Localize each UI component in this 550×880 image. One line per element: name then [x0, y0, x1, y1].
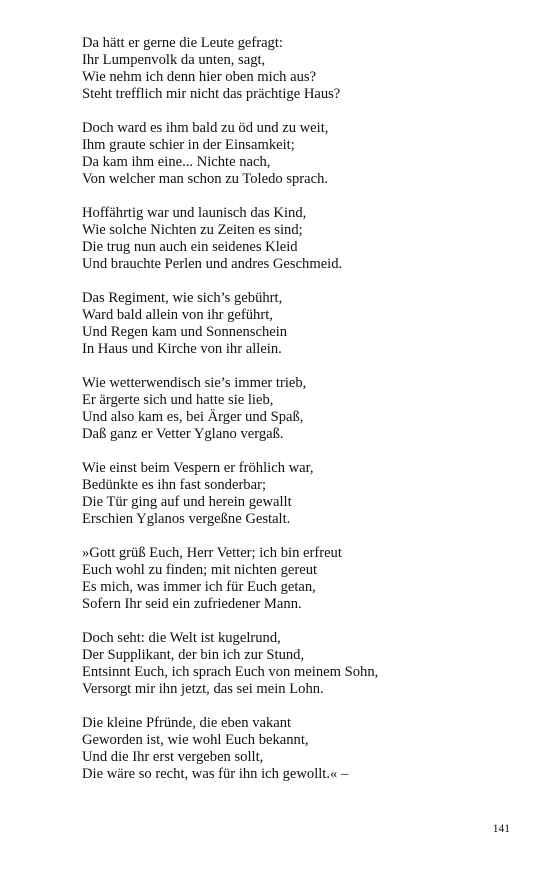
- verse-line: Entsinnt Euch, ich sprach Euch von meinem Sohn,: [82, 664, 379, 680]
- verse-line: Ward bald allein von ihr geführt,: [82, 307, 273, 323]
- verse-line: Es mich, was immer ich für Euch getan,: [82, 579, 316, 595]
- verse-line: Geworden ist, wie wohl Euch bekannt,: [82, 732, 309, 748]
- stanza: [82, 35, 522, 103]
- verse-line: Und Regen kam und Sonnenschein: [82, 324, 288, 340]
- verse-line: Das Regiment, wie sich’s gebührt,: [82, 290, 283, 306]
- verse-line: Ihm graute schier in der Einsamkeit;: [82, 137, 295, 153]
- verse-line: Hoffährtig war und launisch das Kind,: [82, 205, 307, 221]
- verse-line: Und die Ihr erst vergeben sollt,: [82, 749, 264, 765]
- verse-line: Bedünkte es ihn fast sonderbar;: [82, 477, 266, 493]
- verse-line: Da hätt er gerne die Leute gefragt:: [82, 35, 283, 51]
- stanza: [82, 460, 522, 528]
- verse-line: Da kam ihm eine... Nichte nach,: [82, 154, 271, 170]
- stanza: [82, 545, 522, 613]
- verse-line: Die kleine Pfründe, die eben vakant: [82, 715, 292, 731]
- stanza: [82, 375, 522, 443]
- verse-line: Versorgt mir ihn jetzt, das sei mein Lohn.: [82, 681, 324, 697]
- verse-line: Daß ganz er Vetter Yglano vergaß.: [82, 426, 284, 442]
- verse-line: Euch wohl zu finden; mit nichten gereut: [82, 562, 318, 578]
- verse-line: Doch seht: die Welt ist kugelrund,: [82, 630, 281, 646]
- verse-line: Und also kam es, bei Ärger und Spaß,: [82, 409, 304, 425]
- verse-line: Die Tür ging auf und herein gewallt: [82, 494, 292, 510]
- verse-line: Ihr Lumpenvolk da unten, sagt,: [82, 52, 266, 68]
- verse-line: Steht trefflich mir nicht das prächtige Haus?: [82, 86, 341, 102]
- verse-line: In Haus und Kirche von ihr allein.: [82, 341, 282, 357]
- verse-line: Die trug nun auch ein seidenes Kleid: [82, 239, 298, 255]
- verse-line: Doch ward es ihm bald zu öd und zu weit,: [82, 120, 329, 136]
- verse-line: »Gott grüß Euch, Herr Vetter; ich bin erfreut: [82, 545, 342, 561]
- verse-line: Sofern Ihr seid ein zufriedener Mann.: [82, 596, 302, 612]
- stanza: [82, 120, 522, 188]
- verse-line: Und brauchte Perlen und andres Geschmeid.: [82, 256, 343, 272]
- verse-line: Erschien Yglanos vergeßne Gestalt.: [82, 511, 291, 527]
- page-number: 141: [492, 823, 510, 835]
- verse-line: Von welcher man schon zu Toledo sprach.: [82, 171, 329, 187]
- verse-line: Die wäre so recht, was für ihn ich gewollt.« –: [82, 766, 349, 782]
- verse-line: Wie solche Nichten zu Zeiten es sind;: [82, 222, 303, 238]
- verse-line: Wie nehm ich denn hier oben mich aus?: [82, 69, 317, 85]
- stanza: [82, 205, 522, 273]
- poem-text: [82, 35, 522, 800]
- verse-line: Wie wetterwendisch sie’s immer trieb,: [82, 375, 307, 391]
- stanza: [82, 715, 522, 783]
- stanza: [82, 290, 522, 358]
- verse-line: Er ärgerte sich und hatte sie lieb,: [82, 392, 274, 408]
- verse-line: Der Supplikant, der bin ich zur Stund,: [82, 647, 305, 663]
- verse-line: Wie einst beim Vespern er fröhlich war,: [82, 460, 314, 476]
- stanza: [82, 630, 522, 698]
